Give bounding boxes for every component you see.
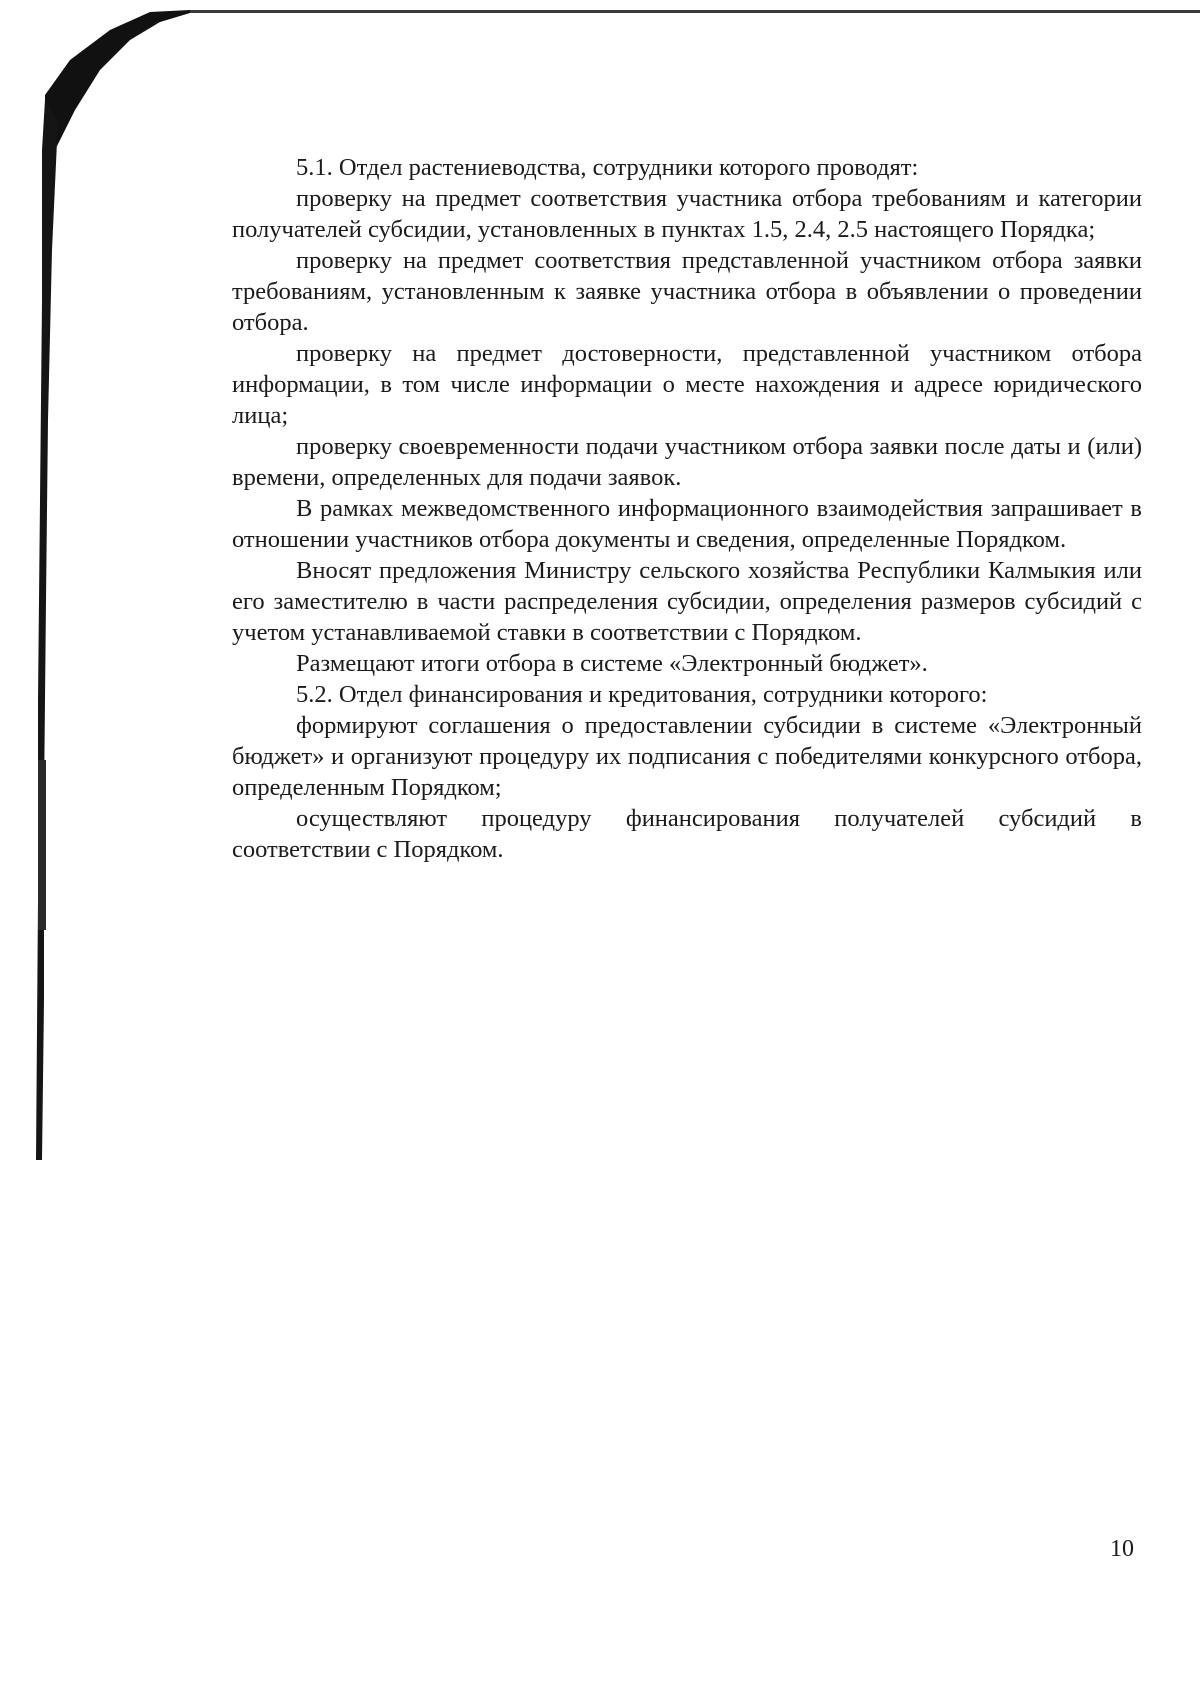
document-body (232, 152, 1142, 865)
top-edge-line (190, 10, 1200, 13)
paragraph: 5.2. Отдел финансирования и кредитования, сотрудники которого: (296, 681, 988, 708)
left-edge-mark (38, 760, 46, 930)
left-edge-shadow (36, 100, 58, 1160)
paragraph: осуществляют процедуру финансирования получателей субсидий в соответствии с Порядком. (232, 805, 1142, 863)
paragraph: Вносят предложения Министру сельского хозяйства Республики Калмыкия или его заместителю в части распределения субсидии, определения размеров субсидий с учетом устанавливаемой ставки в соответствии с Порядком. (232, 557, 1142, 646)
paragraph: формируют соглашения о предоставлении субсидии в системе «Электронный бюджет» и организуют процедуру их подписания с победителями конкурсного отбора, определенным Порядком; (232, 712, 1142, 801)
paragraph: проверку на предмет достоверности, представленной участником отбора информации, в том числе информации о месте нахождения и адресе юридического лица; (232, 340, 1142, 429)
paragraph: В рамках межведомственного информационного взаимодействия запрашивает в отношении участников отбора документы и сведения, определенные Порядком. (232, 495, 1142, 553)
paragraph: проверку на предмет соответствия представленной участником отбора заявки требованиям, установленным к заявке участника отбора в объявлении о проведении отбора. (232, 247, 1142, 336)
paragraph: 5.1. Отдел растениеводства, сотрудники которого проводят: (296, 154, 919, 181)
paragraph: Размещают итоги отбора в системе «Электронный бюджет». (296, 650, 928, 677)
paragraph: проверку на предмет соответствия участника отбора требованиям и категории получателей субсидии, установленных в пунктах 1.5, 2.4, 2.5 настоящего Порядка; (232, 185, 1142, 243)
paragraph: проверку своевременности подачи участником отбора заявки после даты и (или) времени, определенных для подачи заявок. (232, 433, 1142, 491)
page-number: 10 (1110, 1536, 1134, 1562)
corner-shadow (45, 10, 190, 160)
